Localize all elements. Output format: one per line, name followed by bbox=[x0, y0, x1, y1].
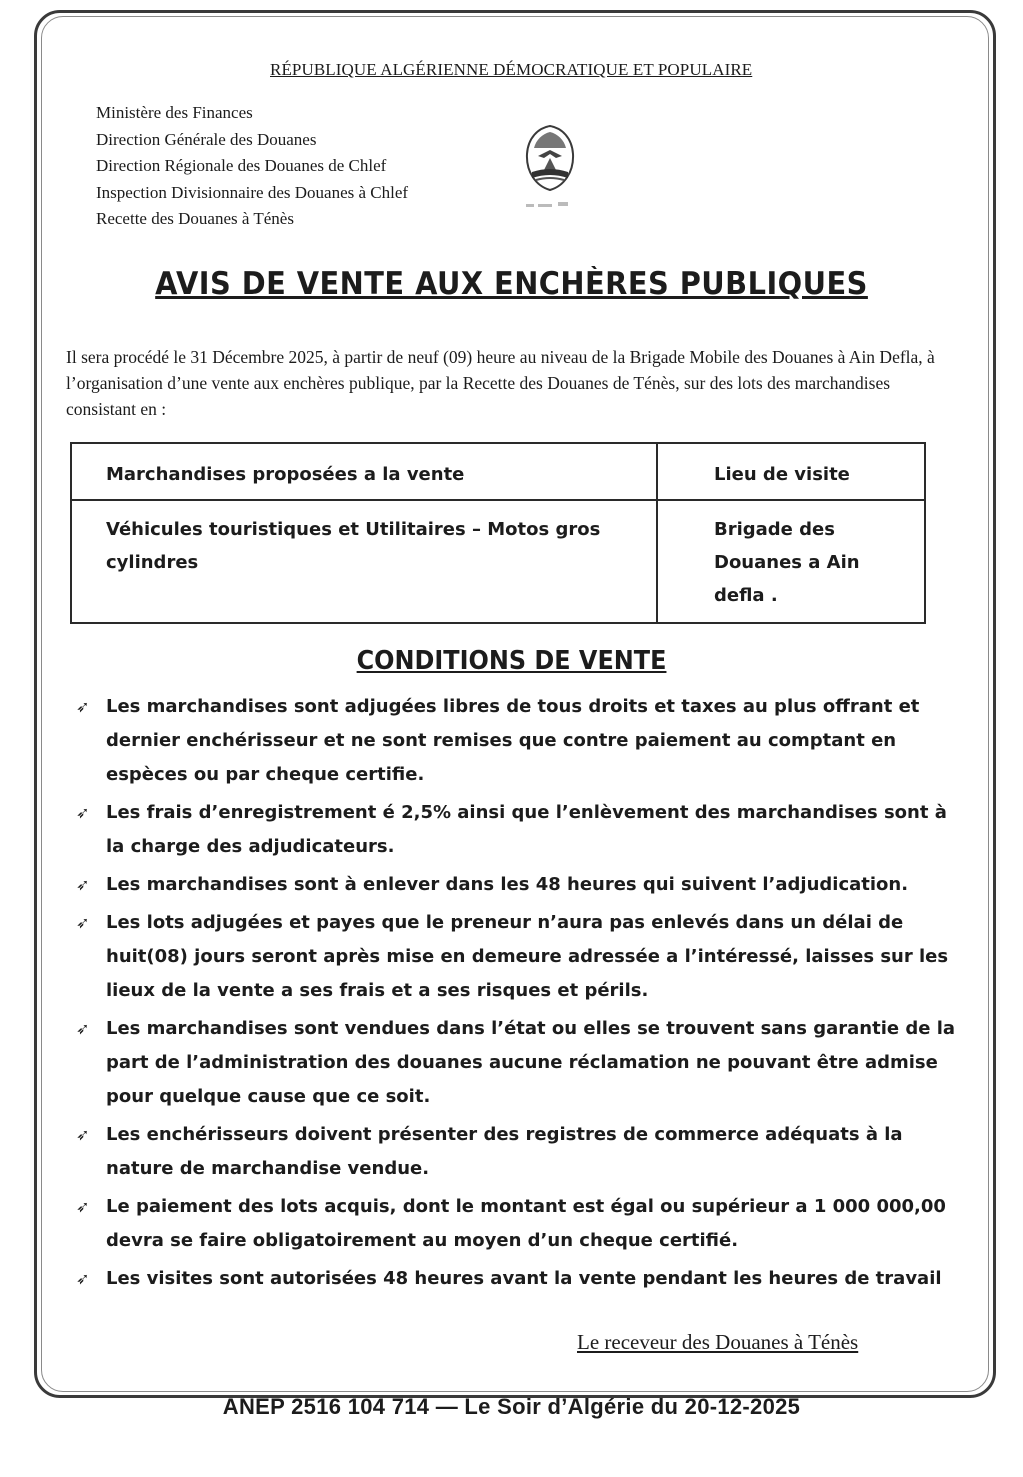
conditions-list bbox=[72, 690, 964, 1300]
condition-item bbox=[72, 1262, 964, 1296]
condition-text: Les marchandises sont vendues dans l’état ou elles se trouvent sans garantie de la part de l’administration des douanes aucune réclamation ne pouvant être admise pour quelque cause que ce soit. bbox=[106, 1018, 956, 1107]
customs-office-line: Recette des Douanes à Ténès bbox=[96, 209, 294, 228]
condition-text: Les marchandises sont à enlever dans les 48 heures qui suivent l’adjudication. bbox=[106, 874, 909, 895]
general-direction-line: Direction Générale des Douanes bbox=[96, 129, 317, 149]
arrow-bullet-icon: ➶ bbox=[76, 1125, 90, 1144]
administration-block bbox=[96, 100, 408, 233]
visit-place-column-header: Lieu de visite bbox=[657, 443, 925, 500]
lots-table bbox=[70, 442, 926, 624]
condition-item bbox=[72, 1012, 964, 1114]
intro-paragraph: Il sera procédé le 31 Décembre 2025, à partir de neuf (09) heure au niveau de la Brigade Mobile des Douanes à Ain Defla, à l’organisation d’une vente aux enchères publique, par la Recette des Douanes de Ténès, sur des lots des marchandises consistant en : bbox=[66, 347, 935, 419]
condition-item bbox=[72, 868, 964, 902]
condition-text: Le paiement des lots acquis, dont le montant est égal ou supérieur a 1 000 000,00 devra se faire obligatoirement au moyen d’un cheque certifié. bbox=[106, 1196, 946, 1251]
divisional-inspection-line: Inspection Divisionnaire des Douanes à Chlef bbox=[96, 182, 409, 202]
condition-text: Les visites sont autorisées 48 heures avant la vente pendant les heures de travail bbox=[106, 1268, 942, 1289]
arrow-bullet-icon: ➶ bbox=[76, 913, 90, 932]
arrow-bullet-icon: ➶ bbox=[76, 803, 90, 822]
arrow-bullet-icon: ➶ bbox=[76, 875, 90, 894]
notice-title: AVIS DE VENTE AUX ENCHÈRES PUBLIQUES bbox=[155, 266, 868, 302]
signature-line: Le receveur des Douanes à Ténès bbox=[577, 1330, 859, 1354]
visit-place-cell: Brigade des Douanes a Ain defla . bbox=[657, 500, 925, 623]
condition-text: Les frais d’enregistrement é 2,5% ainsi que l’enlèvement des marchandises sont à la charge des adjudicateurs. bbox=[106, 802, 947, 857]
condition-text: Les enchérisseurs doivent présenter des registres de commerce adéquats à la nature de marchandise vendue. bbox=[106, 1124, 903, 1179]
republic-heading: RÉPUBLIQUE ALGÉRIENNE DÉMOCRATIQUE ET POPULAIRE bbox=[270, 60, 753, 79]
condition-item bbox=[72, 796, 964, 864]
arrow-bullet-icon: ➶ bbox=[76, 1197, 90, 1216]
condition-item bbox=[72, 1190, 964, 1258]
table-row bbox=[71, 500, 925, 623]
condition-item bbox=[72, 906, 964, 1008]
condition-text: Les lots adjugées et payes que le preneur n’aura pas enlevés dans un délai de huit(08) jours seront après mise en demeure adressée a l’intéressé, laisses sur les lieux de la vente a ses frais et a ses risques et périls. bbox=[106, 912, 949, 1001]
conditions-title: CONDITIONS DE VENTE bbox=[356, 646, 667, 676]
condition-item bbox=[72, 1118, 964, 1186]
arrow-bullet-icon: ➶ bbox=[76, 1019, 90, 1038]
arrow-bullet-icon: ➶ bbox=[76, 1269, 90, 1288]
condition-text: Les marchandises sont adjugées libres de tous droits et taxes au plus offrant et dernier enchérisseur et ne sont remises que contre paiement au comptant en espèces ou par cheque certifie. bbox=[106, 696, 920, 785]
table-header-row bbox=[71, 443, 925, 500]
regional-direction-line: Direction Régionale des Douanes de Chlef bbox=[96, 156, 387, 175]
merchandise-cell: Véhicules touristiques et Utilitaires – Motos gros cylindres bbox=[71, 500, 657, 623]
ministry-line: Ministère des Finances bbox=[96, 103, 253, 122]
arrow-bullet-icon: ➶ bbox=[76, 697, 90, 716]
algerian-customs-emblem-icon bbox=[518, 122, 582, 218]
publication-footer: ANEP 2516 104 714 — Le Soir d’Algérie du 20-12-2025 bbox=[222, 1394, 801, 1419]
merchandise-column-header: Marchandises proposées a la vente bbox=[71, 443, 657, 500]
condition-item bbox=[72, 690, 964, 792]
